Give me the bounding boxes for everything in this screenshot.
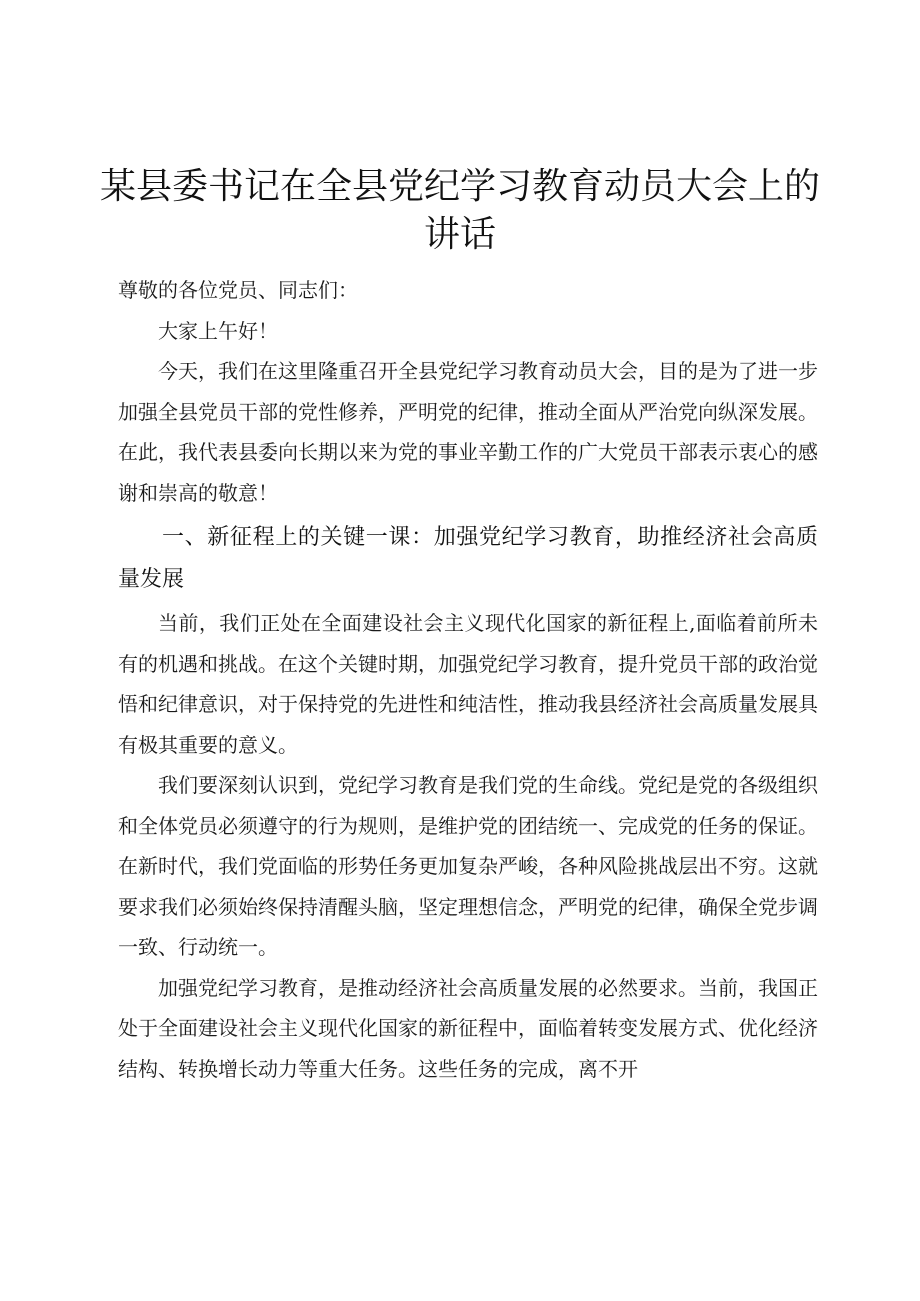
section-heading: 一、新征程上的关键一课：加强党纪学习教育，助推经济社会高质量发展 [118, 525, 818, 592]
section-paragraph-3: 加强党纪学习教育，是推动经济社会高质量发展的必然要求。当前，我国正处于全面建设社会主义现代化国家的新征程中，面临着转变发展方式、优化经济结构、转换增长动力等重大任务。这些任务的完成，离不开 [118, 975, 818, 1081]
document-body [118, 270, 818, 1089]
intro-paragraph: 今天，我们在这里隆重召开全县党纪学习教育动员大会，目的是为了进一步加强全县党员干部的党性修养，严明党的纪律，推动全面从严治党向纵深发展。在此，我代表县委向长期以来为党的事业辛勤工作的广大党员干部表示衷心的感谢和崇高的敬意！ [118, 359, 818, 505]
section-paragraph-2: 我们要深刻认识到，党纪学习教育是我们党的生命线。党纪是党的各级组织和全体党员必须遵守的行为规则，是维护党的团结统一、完成党的任务的保证。在新时代，我们党面临的形势任务更加复杂严峻，各种风险挑战层出不穷。这就要求我们必须始终保持清醒头脑，坚定理想信念，严明党的纪律，确保全党步调一致、行动统一。 [118, 773, 818, 959]
section-paragraph-1: 当前，我们正处在全面建设社会主义现代化国家的新征程上,面临着前所未有的机遇和挑战。在这个关键时期，加强党纪学习教育，提升党员干部的政治觉悟和纪律意识，对于保持党的先进性和纯洁性，推动我县经济社会高质量发展具有极其重要的意义。 [118, 611, 818, 757]
greeting: 大家上午好！ [158, 318, 278, 343]
salutation: 尊敬的各位党员、同志们： [118, 278, 358, 302]
document-title: 某县委书记在全县党纪学习教育动员大会上的讲话 [100, 166, 821, 255]
